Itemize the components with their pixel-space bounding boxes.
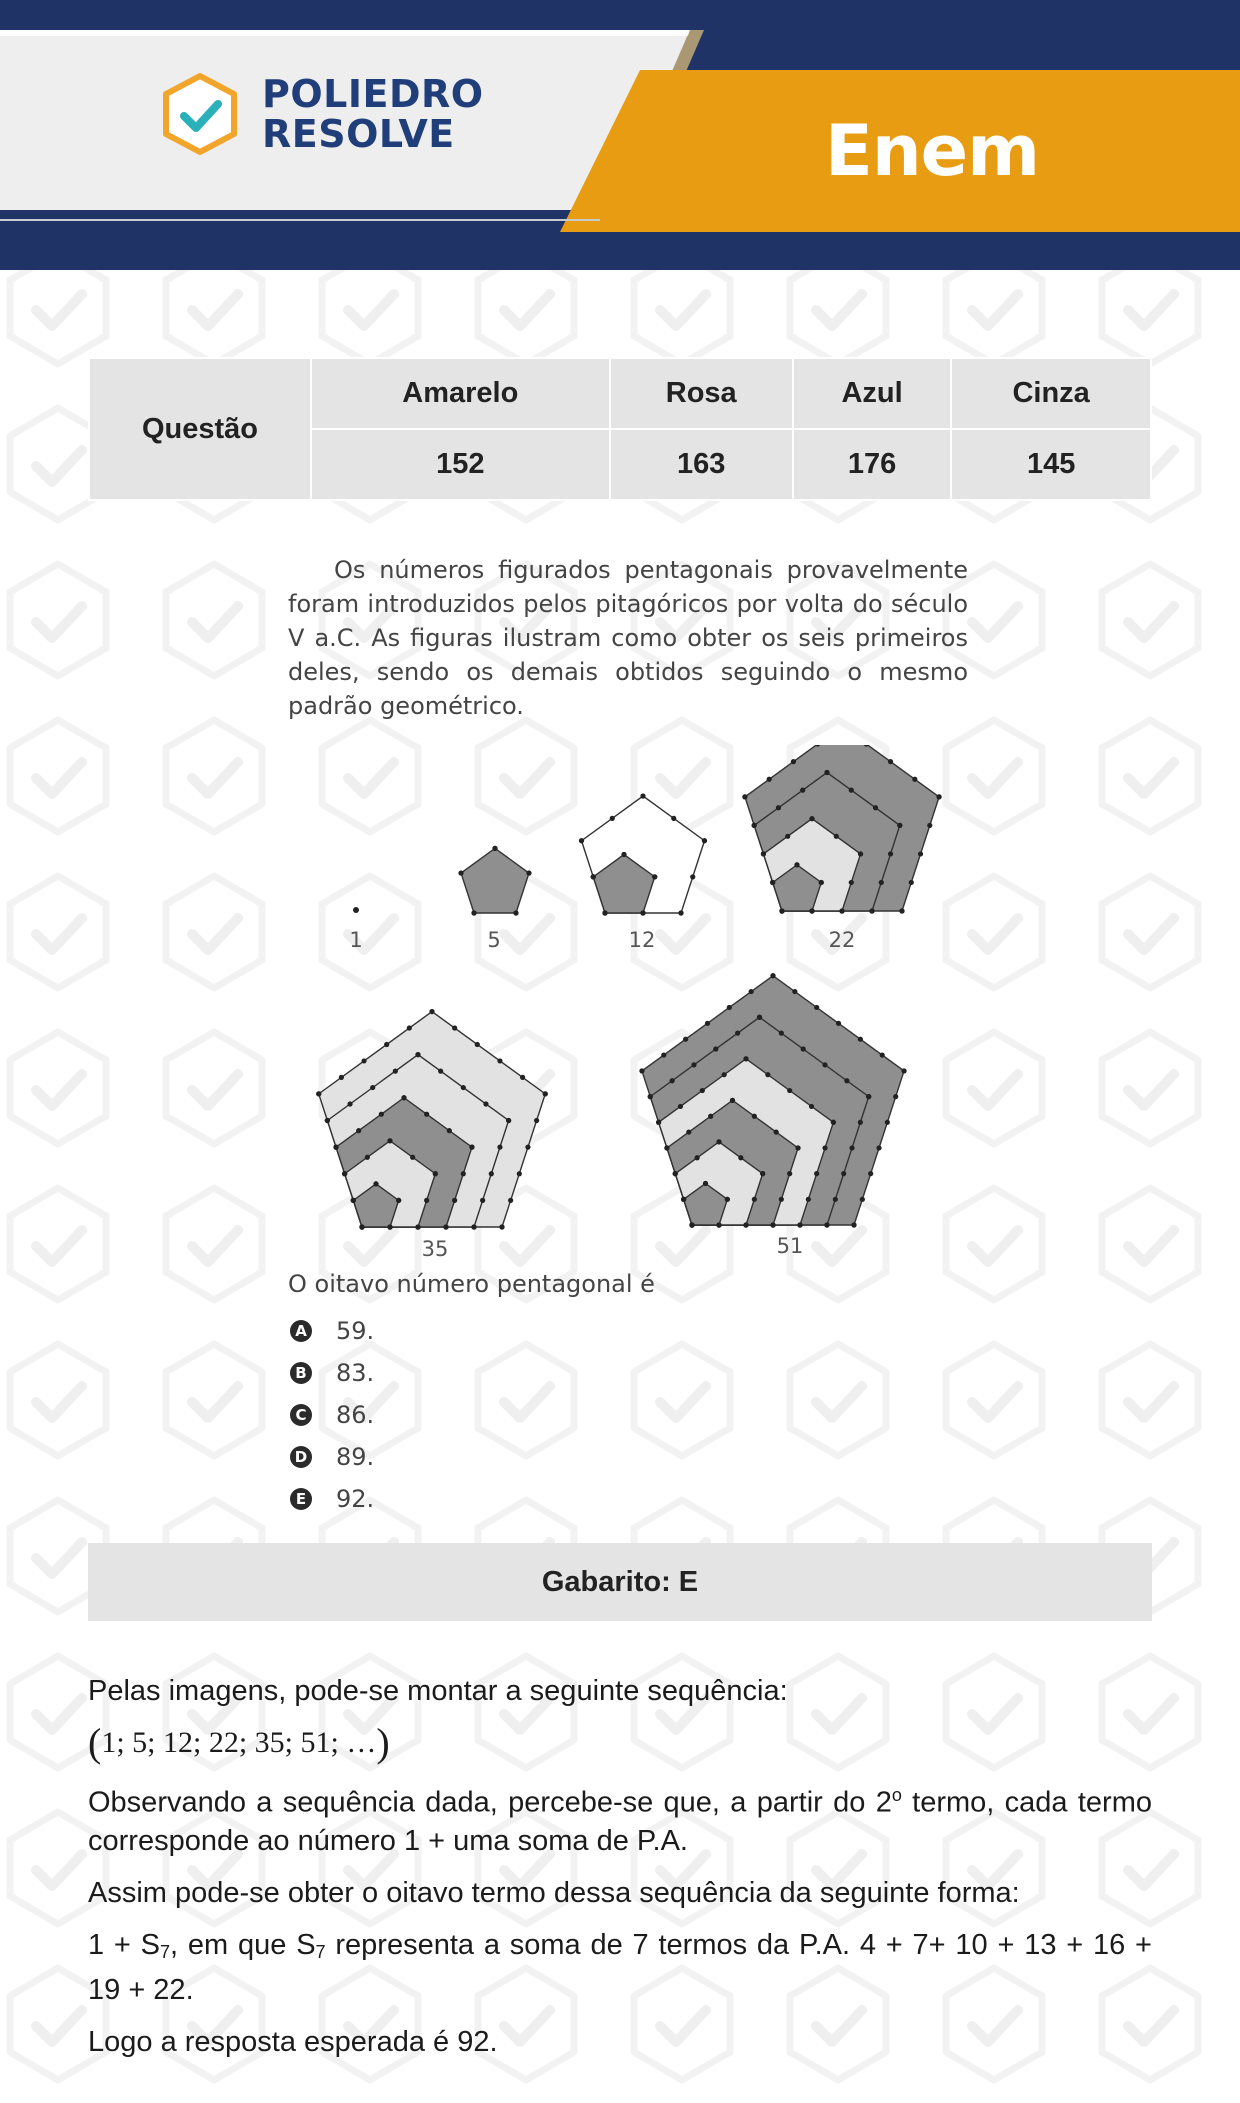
option-d[interactable] [290,1436,374,1478]
figure-dot [849,1145,854,1150]
option-letter-badge: C [290,1404,312,1426]
figure-label-12: 12 [628,928,656,952]
figure-dot [339,1075,344,1080]
figure-dot [458,870,463,875]
figure-dot [851,1222,856,1227]
figure-dot [461,1085,466,1090]
figure-dot [757,1015,762,1020]
figure-dot [424,1198,429,1203]
figure-dot [814,1005,819,1010]
figure-dot [727,1005,732,1010]
figure-dot [774,1129,779,1134]
figure-dot [700,1088,705,1093]
subscript-7: 7 [160,1941,171,1962]
figure-dot [438,1069,443,1074]
table-color-header: Rosa [611,359,792,428]
figure-label-51: 51 [776,1234,804,1258]
figure-dot [814,1171,819,1176]
figure-dot [678,910,683,915]
figure-dot [691,1062,696,1067]
figure-dot [822,1062,827,1067]
sequence-values: 1; 5; 12; 22; 35; 51; … [101,1726,377,1759]
figure-dot [785,834,790,839]
answer-options [290,1310,374,1520]
exam-title: Enem [825,110,1040,192]
figure-dot [912,777,917,782]
figure-dot [760,1171,765,1176]
figure-dot [844,1078,849,1083]
figure-dot [792,989,797,994]
figure-dot [743,1056,748,1061]
option-letter-badge: A [290,1320,312,1342]
figure-dot [621,852,626,857]
figure-dot [841,1171,846,1176]
figure-dot [876,1145,881,1150]
figure-dot [429,1009,434,1014]
figure-dot [678,1104,683,1109]
figure-dot [860,1197,865,1202]
figure-dot [809,816,814,821]
figure-dot [316,1091,321,1096]
figure-dot [671,816,676,821]
figure-dot [849,788,854,793]
figure-dot [664,1145,669,1150]
figure-dot [725,1197,730,1202]
table-question-number: 152 [312,430,609,499]
figure-dot [497,1145,502,1150]
figure-dot [735,1031,740,1036]
question-prompt: O oitavo número pentagonal é [288,1270,655,1298]
figure-dot [683,1037,688,1042]
answer-key-bar [88,1543,1152,1621]
brand-line-2: RESOLVE [262,112,455,156]
brand-name [262,74,562,154]
option-text: 59. [336,1317,375,1345]
figure-dot [497,1058,502,1063]
figure-dot [899,908,904,913]
figure-dot [401,1095,406,1100]
figure-dot [897,823,902,828]
figure-dot [824,770,829,775]
figure-dot [333,1145,338,1150]
figure-dot [703,1181,708,1186]
figure-dot [822,1145,827,1150]
figure-dot [743,1222,748,1227]
figure-dot [831,1120,836,1125]
figure-dot [424,1112,429,1117]
option-letter-badge: B [290,1362,312,1384]
figure-dot [670,1078,675,1083]
figure-dot [410,1155,415,1160]
figure-dot [690,874,695,879]
figure-dot [461,1171,466,1176]
table-question-number: 145 [952,430,1150,499]
figure-dot [713,1046,718,1051]
figure-dot [415,1052,420,1057]
figure-dot [800,788,805,793]
figure-dot [640,793,645,798]
figure-dot [936,794,941,799]
table-color-header: Amarelo [312,359,609,428]
subscript-7: 7 [315,1941,326,1962]
solution-p4-end: representa a soma de 7 termos da P.A. 4 + 7+ 10 + 13 + 16 + 19 + 22. [88,1928,1152,2006]
solution-p2-end: termo, cada termo corresponde ao número 1 + uma soma de P.A. [88,1786,1152,1857]
figure-dot [705,1021,710,1026]
figure-dot [761,851,766,856]
figure-dot [866,1094,871,1099]
figure-dot [716,1139,721,1144]
brand-line-1: POLIEDRO [262,72,484,116]
figure-dot [752,1197,757,1202]
pentagonal-numbers-figure [300,745,960,1265]
figure-dot [730,1098,735,1103]
figure-dot [520,1075,525,1080]
solution-paragraph-4 [88,1926,1152,2009]
figure-dot [858,1037,863,1042]
figure-dot [452,1025,457,1030]
table-color-header: Azul [794,359,950,428]
figure-dot [639,1068,644,1073]
figure-dot [365,1155,370,1160]
figure-dot [347,1101,352,1106]
option-b[interactable] [290,1352,374,1394]
figure-dot [868,1171,873,1176]
figure-dot [716,1222,721,1227]
figure-dot [765,1072,770,1077]
figure-dot [447,1128,452,1133]
figure-dot [809,1104,814,1109]
figure-dot [508,1198,513,1203]
solution-p4-start: 1 + S [88,1928,161,1961]
figure-dot [738,1155,743,1160]
ordinal-indicator: o [891,1785,902,1805]
figure-dot [836,1021,841,1026]
figure-dot [452,1198,457,1203]
figure-dot [325,1118,330,1123]
figure-label-22: 22 [828,928,856,952]
figure-dot [469,1145,474,1150]
figure-dot [791,759,796,764]
option-text: 92. [336,1485,375,1513]
figure-dot [879,880,884,885]
figure-dot [499,1224,504,1229]
figure-dot [770,1222,775,1227]
option-letter-badge: E [290,1488,312,1510]
figure-dot [888,759,893,764]
option-text: 89. [336,1443,375,1471]
figure-dot [370,1085,375,1090]
figure-dot [433,1171,438,1176]
figure-dot [702,838,707,843]
figure-dot [373,1181,378,1186]
question-statement: Os números figurados pentagonais provavelmente foram introduzidos pelos pitagóricos por volta do século V a.C. As figuras ilustram como obter os seis primeiros deles, sendo os demais obtidos seguindo o mesmo padrão geométrico. [288,556,968,720]
figure-dot [661,1052,666,1057]
figure-label-5: 5 [487,928,501,952]
figure-dot [517,1171,522,1176]
figure-label-35: 35 [421,1237,449,1261]
figure-dot [602,910,607,915]
figure-dot [819,880,824,885]
figure-dot [752,823,757,828]
figure-dot [787,1171,792,1176]
figure-dot [770,973,775,978]
figure-dot [489,1171,494,1176]
page-header [0,0,1240,270]
table-color-header: Cinza [952,359,1150,428]
figure-dot [610,816,615,821]
figure-dot [918,851,923,856]
poliedro-logo-icon [158,72,242,156]
figure-dot [353,907,359,913]
figure-dot [927,823,932,828]
figure-dot [379,1112,384,1117]
answer-key-label: Gabarito: E [541,1565,699,1598]
figure-dot [795,1145,800,1150]
figure-dot [686,1129,691,1134]
option-text: 83. [336,1359,375,1387]
table-question-number: 176 [794,430,950,499]
figure-dot [695,1155,700,1160]
figure-dot [526,870,531,875]
figure-dot [342,1171,347,1176]
figure-dot [779,908,784,913]
option-c[interactable] [290,1394,374,1436]
option-e[interactable] [290,1478,374,1520]
figure-dot [483,1101,488,1106]
figure-dot [407,1025,412,1030]
figure-dot [393,1069,398,1074]
figure-dot [681,1197,686,1202]
figure-dot [873,805,878,810]
figure-dot [708,1114,713,1119]
figure-dot [767,777,772,782]
figure-dot [506,1118,511,1123]
solution-paragraph-1: Pelas imagens, pode-se montar a seguinte sequência: [88,1675,788,1707]
figure-dot [579,838,584,843]
solution-p4-mid: , em que S [170,1928,316,1961]
figure-dot [742,794,747,799]
option-letter-badge: D [290,1446,312,1468]
figure-dot [656,1120,661,1125]
figure-dot [893,1094,898,1099]
figure-dot [384,1042,389,1047]
figure-dot [591,874,596,879]
option-text: 86. [336,1401,375,1429]
figure-dot [359,1224,364,1229]
figure-dot [794,862,799,867]
figure-dot [534,1118,539,1123]
figure-dot [806,1197,811,1202]
figure-dot [673,1171,678,1176]
figure-dot [770,880,775,885]
figure-dot [809,908,814,913]
solution-paragraph-3: Assim pode-se obter o oitavo termo dessa sequência da seguinte forma: [88,1876,1020,1909]
figure-dot [415,1224,420,1229]
solution-paragraph-2 [88,1776,1152,1860]
solution-paragraph-5: Logo a resposta esperada é 92. [88,2025,498,2058]
figure-dot [652,874,657,879]
figure-dot [480,1198,485,1203]
figure-dot [475,1042,480,1047]
figure-dot [387,1224,392,1229]
figure-dot [885,1120,890,1125]
figure-dot [779,1197,784,1202]
figure-dot [361,1058,366,1063]
figure-dot [801,1046,806,1051]
figure-dot [543,1091,548,1096]
table-row-header: Questão [90,359,310,499]
figure-dot [648,1094,653,1099]
figure-dot [356,1128,361,1133]
figure-dot [351,1198,356,1203]
solution-p2-start: Observando a sequência dada, percebe-se que, a partir do 2 [88,1786,892,1819]
figure-dot [689,1222,694,1227]
figure-dot [779,1031,784,1036]
figure-dot [387,1138,392,1143]
figure-dot [492,846,497,851]
figure-dot [471,1224,476,1229]
figure-dot [513,910,518,915]
figure-dot [640,910,645,915]
figure-dot [471,910,476,915]
figure-dot [722,1072,727,1077]
figure-dot [834,834,839,839]
figure-dot [749,989,754,994]
figure-dot [909,880,914,885]
pentagon-layer [461,848,529,913]
figure-dot [752,1114,757,1119]
question-number-table [88,357,1152,501]
figure-dot [396,1198,401,1203]
figure-dot [824,1222,829,1227]
figure-dot [869,908,874,913]
figure-dot [888,851,893,856]
figure-dot [849,880,854,885]
figure-dot [858,851,863,856]
figure-dot [880,1052,885,1057]
solution-sequence: (1; 5; 12; 22; 35; 51; …) [88,1720,390,1765]
figure-dot [787,1088,792,1093]
figure-label-1: 1 [349,928,363,952]
table-question-number: 163 [611,430,792,499]
option-a[interactable] [290,1310,374,1352]
solution-text [88,1672,1152,2075]
figure-dot [525,1145,530,1150]
figure-dot [858,1120,863,1125]
figure-dot [443,1224,448,1229]
figure-dot [776,805,781,810]
figure-dot [833,1197,838,1202]
figure-dot [901,1068,906,1073]
figure-dot [839,908,844,913]
figure-dot [797,1222,802,1227]
